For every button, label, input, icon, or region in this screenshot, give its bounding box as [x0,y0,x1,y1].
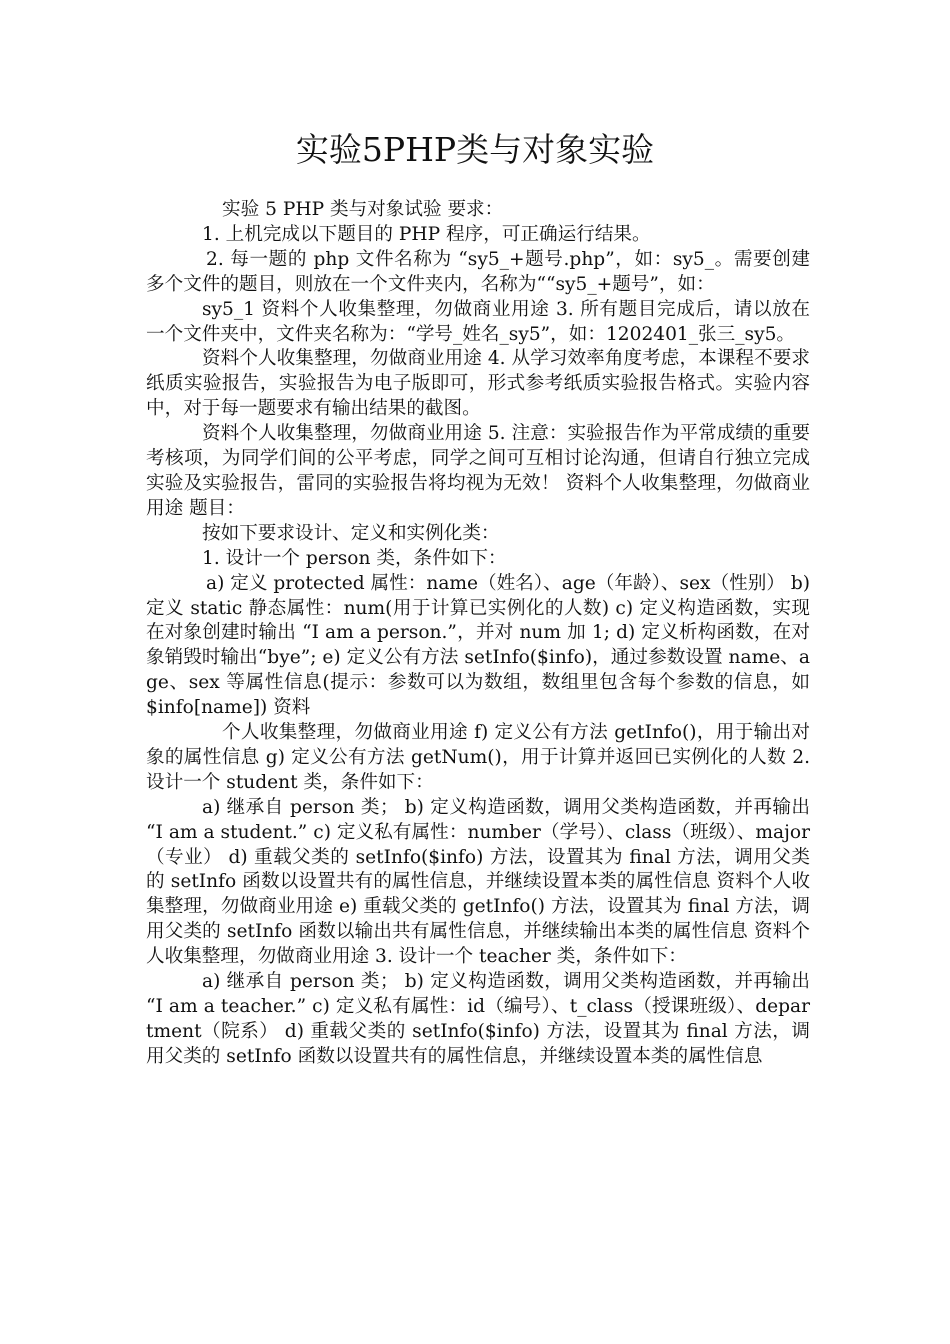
paragraph-task-intro: 按如下要求设计、定义和实例化类： [202,522,500,544]
paragraph-item-2: 2. 每一题的 php 文件名称为 “sy5_+题号.php”，如：sy5_。需要创建多个文件的题目，则放在一个文件夹内，名称为““sy5_+题号”，如： [146,248,810,295]
paragraph-item-5: 资料个人收集整理，勿做商业用途 5. 注意：实验报告作为平常成绩的重要考核项，为同学们间的公平考虑，同学之间可互相讨论沟通，但请自行独立完成实验及实验报告，雷同的实验报告将均视为无效！ 资料个人收集整理，勿做商业用途 题目： [146,423,810,519]
paragraph-item-1: 1. 上机完成以下题目的 PHP 程序，可正确运行结果。 [202,223,651,245]
paragraph-item-3: sy5_1 资料个人收集整理，勿做商业用途 3. 所有题目完成后，请以放在一个文件夹中，文件夹名称为：“学号_姓名_sy5”，如：1202401_张三_sy5。 [146,298,810,345]
document-body [146,198,810,1070]
paragraph-person-heading: 1. 设计一个 person 类，条件如下： [202,547,507,569]
paragraph-item-4: 资料个人收集整理，勿做商业用途 4. 从学习效率角度考虑，本课程不要求纸质实验报告，实验报告为电子版即可，形式参考纸质实验报告格式。实验内容中，对于每一题要求有输出结果的截图。 [146,348,810,420]
paragraph-person-details: a) 定义 protected 属性：name（姓名）、age（年龄）、sex（性别） b) 定义 static 静态属性：num(用于计算已实例化的人数) c) 定义构造函数，实现在对象创建时输出 “I am a person.”，并对 num 加 1; d) 定义析构函数，在对象销毁时输出“bye”; e) 定义公有方法 setInfo($info)，通过参数设置 name、age、sex 等属性信息(提示：参数可以为数组，数组里包含每个参数的信息，如 $info[name]) 资料 [146,572,810,719]
paragraph-student-details: a) 继承自 person 类； b) 定义构造函数，调用父类构造函数，并再输出 “I am a student.” c) 定义私有属性：number（学号）、class（班级）、major（专业） d) 重载父类的 setInfo($info) 方法，设置其为 final 方法，调用父类的 setInfo 函数以设置共有的属性信息，并继续设置本类的属性信息 资料个人收集整理，勿做商业用途 e) 重载父类的 getInfo() 方法，设置其为 final 方法，调用父类的 setInfo 函数以输出共有属性信息，并继续输出本类的属性信息 资料个人收集整理，勿做商业用途 3. 设计一个 teacher 类，条件如下： [146,796,810,968]
paragraph-person-methods: 个人收集整理，勿做商业用途 f) 定义公有方法 getInfo()，用于输出对象的属性信息 g) 定义公有方法 getNum()，用于计算并返回已实例化的人数 2. 设计一个 student 类，条件如下： [146,722,810,793]
document-title: 实验5PHP类与对象实验 [295,130,655,169]
paragraph-requirements-heading: 实验 5 PHP 类与对象试验 要求： [222,199,504,220]
paragraph-teacher-details: a) 继承自 person 类； b) 定义构造函数，调用父类构造函数，并再输出 “I am a teacher.” c) 定义私有属性：id（编号）、t_class（授课班级）、department（院系） d) 重载父类的 setInfo($info) 方法，设置其为 final 方法，调用父类的 setInfo 函数以设置共有的属性信息，并继续设置本类的属性信息 [146,971,810,1067]
